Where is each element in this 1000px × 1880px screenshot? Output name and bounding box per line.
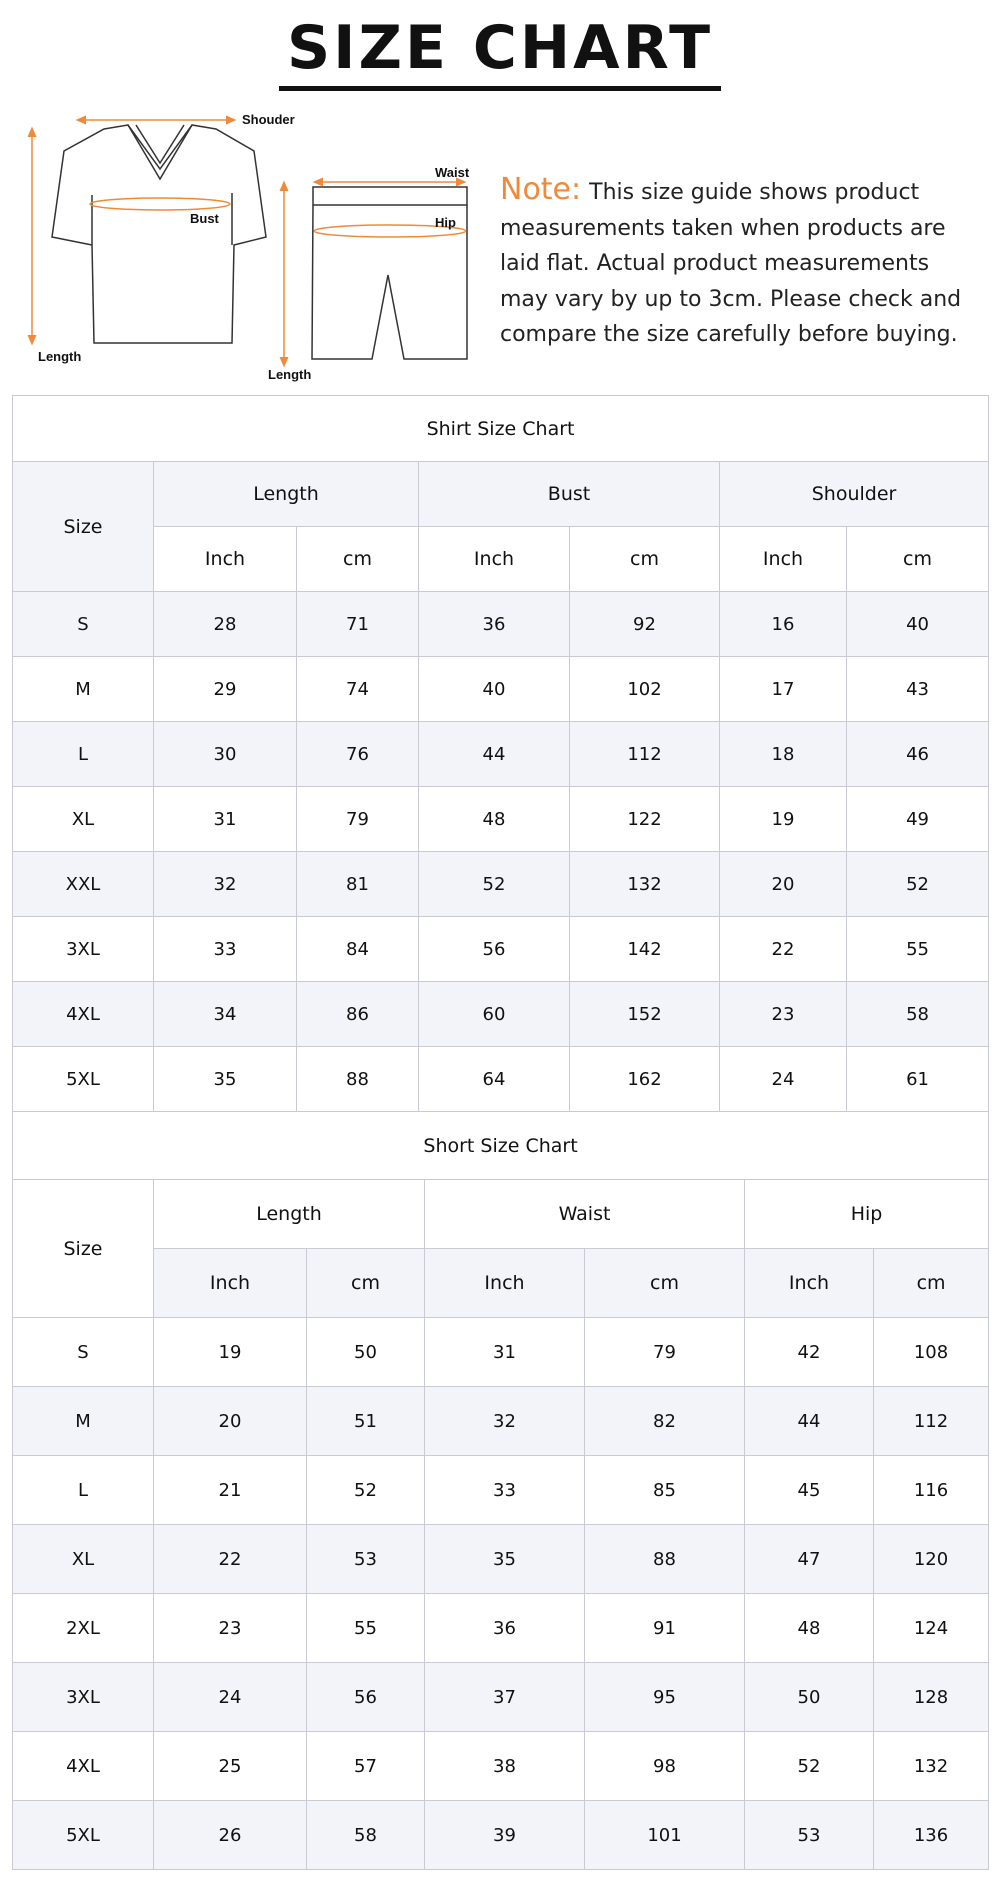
table-row [13,852,989,917]
unit-header: cm [297,527,419,592]
note-text: This size guide shows product measurements taken when products are laid flat. Actual product measurements may vary by up to 3cm. Please check and compare the size carefully before buying. [500,180,962,347]
value-cell: 85 [585,1456,745,1525]
value-cell: 55 [847,917,989,982]
short-length-label: Length [268,367,312,382]
size-cell: L [13,1456,154,1525]
table-row [13,982,989,1047]
value-cell: 82 [585,1387,745,1456]
table-row [13,917,989,982]
value-cell: 43 [847,657,989,722]
value-cell: 24 [720,1047,847,1112]
size-cell: S [13,592,154,657]
unit-header: cm [307,1249,425,1318]
value-cell: 84 [297,917,419,982]
value-cell: 162 [570,1047,720,1112]
value-cell: 52 [307,1456,425,1525]
value-cell: 76 [297,722,419,787]
table-row [13,722,989,787]
value-cell: 16 [720,592,847,657]
value-cell: 22 [154,1525,307,1594]
value-cell: 98 [585,1732,745,1801]
value-cell: 45 [745,1456,874,1525]
value-cell: 42 [745,1318,874,1387]
value-cell: 17 [720,657,847,722]
table-row [13,657,989,722]
size-cell: XXL [13,852,154,917]
value-cell: 132 [570,852,720,917]
unit-header: cm [570,527,720,592]
table-row [13,1456,989,1525]
value-cell: 19 [154,1318,307,1387]
unit-header: cm [585,1249,745,1318]
value-cell: 35 [425,1525,585,1594]
value-cell: 136 [874,1801,989,1870]
value-cell: 58 [847,982,989,1047]
value-cell: 51 [307,1387,425,1456]
value-cell: 40 [847,592,989,657]
value-cell: 95 [585,1663,745,1732]
value-cell: 32 [425,1387,585,1456]
table-row [13,1318,989,1387]
value-cell: 36 [425,1594,585,1663]
value-cell: 25 [154,1732,307,1801]
value-cell: 29 [154,657,297,722]
value-cell: 88 [585,1525,745,1594]
size-cell: M [13,1387,154,1456]
value-cell: 53 [745,1801,874,1870]
value-cell: 33 [425,1456,585,1525]
value-cell: 33 [154,917,297,982]
short-size-table [12,1111,989,1870]
value-cell: 23 [154,1594,307,1663]
value-cell: 31 [154,787,297,852]
short-table-title: Short Size Chart [13,1112,989,1180]
value-cell: 40 [419,657,570,722]
table-row [13,787,989,852]
table-row [13,1525,989,1594]
value-cell: 32 [154,852,297,917]
value-cell: 37 [425,1663,585,1732]
unit-header: Inch [154,527,297,592]
shirt-icon [52,125,266,343]
size-cell: L [13,722,154,787]
value-cell: 132 [874,1732,989,1801]
value-cell: 36 [419,592,570,657]
value-cell: 71 [297,592,419,657]
value-cell: 124 [874,1594,989,1663]
value-cell: 34 [154,982,297,1047]
value-cell: 52 [847,852,989,917]
value-cell: 46 [847,722,989,787]
value-cell: 47 [745,1525,874,1594]
value-cell: 60 [419,982,570,1047]
value-cell: 50 [745,1663,874,1732]
value-cell: 39 [425,1801,585,1870]
table-row [13,592,989,657]
size-cell: 3XL [13,1663,154,1732]
short-group-hip: Hip [745,1180,989,1249]
size-cell: XL [13,1525,154,1594]
shorts-icon [312,187,467,359]
value-cell: 28 [154,592,297,657]
table-row [13,1594,989,1663]
shirt-unit-row [13,527,989,592]
value-cell: 19 [720,787,847,852]
short-group-waist: Waist [425,1180,745,1249]
value-cell: 128 [874,1663,989,1732]
size-cell: 4XL [13,1732,154,1801]
value-cell: 30 [154,722,297,787]
value-cell: 88 [297,1047,419,1112]
value-cell: 31 [425,1318,585,1387]
value-cell: 26 [154,1801,307,1870]
value-cell: 74 [297,657,419,722]
value-cell: 21 [154,1456,307,1525]
shirt-group-bust: Bust [419,462,720,527]
page-title: SIZE CHART [279,16,721,91]
value-cell: 91 [585,1594,745,1663]
garment-illustration [22,105,482,395]
value-cell: 142 [570,917,720,982]
value-cell: 79 [585,1318,745,1387]
value-cell: 102 [570,657,720,722]
value-cell: 122 [570,787,720,852]
shirt-size-table [12,395,989,1112]
shirt-group-length: Length [154,462,419,527]
value-cell: 116 [874,1456,989,1525]
value-cell: 53 [307,1525,425,1594]
value-cell: 120 [874,1525,989,1594]
value-cell: 35 [154,1047,297,1112]
value-cell: 64 [419,1047,570,1112]
size-cell: 2XL [13,1594,154,1663]
value-cell: 112 [570,722,720,787]
unit-header: Inch [720,527,847,592]
waist-label: Waist [435,165,470,180]
unit-header: Inch [745,1249,874,1318]
note-label: Note: [500,172,582,207]
value-cell: 86 [297,982,419,1047]
page-title-wrap [0,13,1000,91]
unit-header: Inch [154,1249,307,1318]
size-cell: 3XL [13,917,154,982]
value-cell: 152 [570,982,720,1047]
value-cell: 24 [154,1663,307,1732]
value-cell: 112 [874,1387,989,1456]
value-cell: 58 [307,1801,425,1870]
size-cell: 4XL [13,982,154,1047]
hip-label: Hip [435,215,456,230]
short-group-length: Length [154,1180,425,1249]
size-cell: 5XL [13,1047,154,1112]
unit-header: cm [847,527,989,592]
size-cell: 5XL [13,1801,154,1870]
size-cell: M [13,657,154,722]
shirt-group-shoulder: Shoulder [720,462,989,527]
shirt-length-label: Length [38,349,82,364]
value-cell: 50 [307,1318,425,1387]
unit-header: Inch [425,1249,585,1318]
value-cell: 20 [720,852,847,917]
table-row [13,1732,989,1801]
value-cell: 52 [419,852,570,917]
value-cell: 56 [307,1663,425,1732]
value-cell: 44 [745,1387,874,1456]
measurement-diagram [22,105,482,395]
short-unit-row [13,1249,989,1318]
value-cell: 22 [720,917,847,982]
value-cell: 56 [419,917,570,982]
value-cell: 20 [154,1387,307,1456]
size-cell: S [13,1318,154,1387]
table-row [13,1387,989,1456]
unit-header: cm [874,1249,989,1318]
value-cell: 18 [720,722,847,787]
value-cell: 48 [745,1594,874,1663]
value-cell: 48 [419,787,570,852]
size-cell: XL [13,787,154,852]
value-cell: 52 [745,1732,874,1801]
table-row [13,1801,989,1870]
unit-header: Inch [419,527,570,592]
table-row [13,1047,989,1112]
value-cell: 23 [720,982,847,1047]
bust-label: Bust [190,211,219,226]
value-cell: 92 [570,592,720,657]
value-cell: 81 [297,852,419,917]
value-cell: 38 [425,1732,585,1801]
value-cell: 55 [307,1594,425,1663]
short-size-header: Size [13,1180,154,1318]
value-cell: 108 [874,1318,989,1387]
value-cell: 44 [419,722,570,787]
shirt-table-title: Shirt Size Chart [13,396,989,462]
value-cell: 61 [847,1047,989,1112]
value-cell: 57 [307,1732,425,1801]
shirt-size-header: Size [13,462,154,592]
value-cell: 49 [847,787,989,852]
table-row [13,1663,989,1732]
note-block [500,172,970,353]
value-cell: 101 [585,1801,745,1870]
value-cell: 79 [297,787,419,852]
shoulder-label: Shouder [242,112,295,127]
